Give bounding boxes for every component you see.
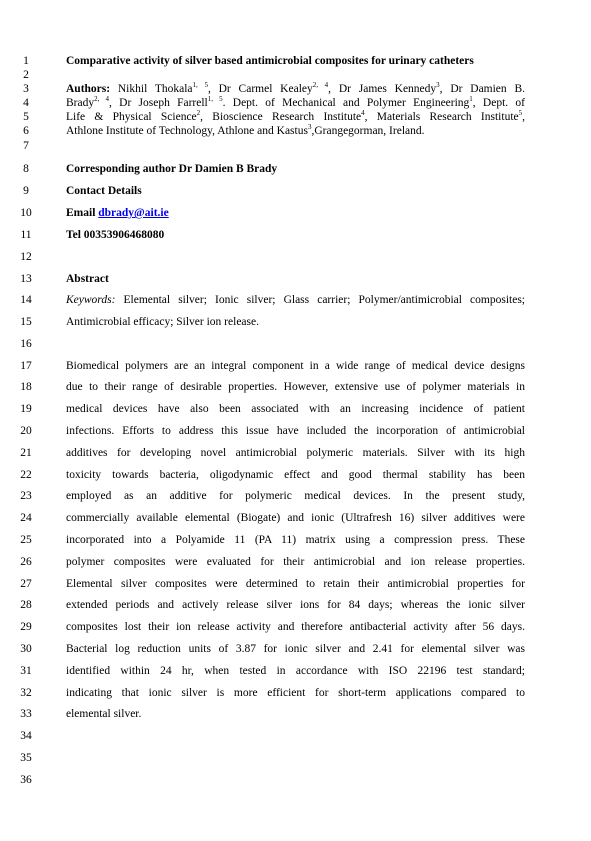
line-number: 21 <box>20 447 32 459</box>
abstract-line: Biomedical polymers are an integral component in a wide range of medical device designs <box>66 360 525 372</box>
line-number: 2 <box>23 69 29 81</box>
line-number: 25 <box>20 534 32 546</box>
email-link[interactable]: dbrady@ait.ie <box>98 207 169 219</box>
abstract-line: composites lost their ion release activity and therefore antibacterial activity after 56 days. <box>66 621 525 633</box>
line-number: 9 <box>23 185 29 197</box>
authors-line-3: Life & Physical Science$^2$, Bioscience Research Institute$^4$, Materials Research Institute$^5$, <box>66 109 525 123</box>
line-number: 36 <box>20 774 32 786</box>
line-number: 8 <box>23 163 29 175</box>
abstract-line: indicating that ionic silver is more efficient for short-term applications compared to <box>66 687 525 699</box>
contact-details-heading: Contact Details <box>66 185 142 197</box>
authors-line-4: Athlone Institute of Technology, Athlone and Kastus$^3$,Grangegorman, Ireland. <box>66 123 425 137</box>
line-number: 15 <box>20 316 32 328</box>
authors-line-1: Authors: Nikhil Thokala$^{1, 5}$, Dr Carmel Kealey$^{2, 4}$, Dr James Kennedy$^3$, Dr Damien B. <box>66 81 525 95</box>
abstract-line: medical devices have also been associated with an increasing incidence of patient <box>66 403 525 415</box>
line-number: 7 <box>23 140 29 152</box>
abstract-line: Bacterial log reduction units of 3.87 for ionic silver and 2.41 for elemental silver was <box>66 643 525 655</box>
keywords-line-1: Keywords: Elemental silver; Ionic silver; Glass carrier; Polymer/antimicrobial composites; <box>66 294 525 306</box>
line-number: 12 <box>20 251 32 263</box>
authors-label: Authors: <box>66 83 111 95</box>
line-number: 3 <box>23 83 29 95</box>
line-number: 32 <box>20 687 32 699</box>
line-number: 20 <box>20 425 32 437</box>
abstract-line: incorporated into a Polyamide 11 (PA 11) matrix using a compression press. These <box>66 534 525 546</box>
keywords-line-2: Antimicrobial efficacy; Silver ion release. <box>66 316 259 328</box>
corresponding-author: Corresponding author Dr Damien B Brady <box>66 163 278 175</box>
line-number: 26 <box>20 556 32 568</box>
line-number: 18 <box>20 381 32 393</box>
abstract-line: extended periods and actively release silver ions for 84 days; whereas the ionic silver <box>66 599 525 611</box>
line-number: 35 <box>20 752 32 764</box>
abstract-line: employed as an additive for polymeric medical devices. In the present study, <box>66 490 525 502</box>
abstract-line: additives for developing novel antimicrobial polymeric materials. Silver with its high <box>66 447 525 459</box>
line-number: 10 <box>20 207 32 219</box>
line-number: 22 <box>20 469 32 481</box>
abstract-line: Elemental silver composites were determined to retain their antimicrobial properties for <box>66 578 525 590</box>
abstract-line: identified within 24 hr, when tested in accordance with ISO 22196 test standard; <box>66 665 525 677</box>
paper-title: Comparative activity of silver based antimicrobial composites for urinary catheters <box>66 55 474 67</box>
line-number: 33 <box>20 708 32 720</box>
email-label: Email <box>66 207 99 219</box>
tel-line: Tel 00353906468080 <box>66 229 165 241</box>
authors-line-2: Brady$^{2, 4}$, Dr Joseph Farrell$^{1, 5}$. Dept. of Mechanical and Polymer Engineering$^1$, Dept. of <box>66 95 525 109</box>
abstract-line: polymer composites were evaluated for their antimicrobial and ion release properties. <box>66 556 525 568</box>
line-number: 14 <box>20 294 32 306</box>
keywords-label: Keywords: <box>66 294 116 306</box>
line-number: 27 <box>20 578 32 590</box>
abstract-line: infections. Efforts to address this issue have included the incorporation of antimicrobial <box>66 425 525 437</box>
line-number: 4 <box>23 97 29 109</box>
email-line <box>66 207 169 219</box>
line-number: 5 <box>23 111 29 123</box>
line-number: 17 <box>20 360 32 372</box>
abstract-heading: Abstract <box>66 273 109 285</box>
line-number: 1 <box>23 55 29 67</box>
line-number: 13 <box>20 273 32 285</box>
line-number: 11 <box>20 229 32 241</box>
line-number: 24 <box>20 512 32 524</box>
line-number: 6 <box>23 125 29 137</box>
line-number: 31 <box>20 665 32 677</box>
line-number: 30 <box>20 643 32 655</box>
abstract-line: commercially available elemental (Biogate) and ionic (Ultrafresh 16) silver additives were <box>66 512 525 524</box>
line-number: 29 <box>20 621 32 633</box>
line-number: 19 <box>20 403 32 415</box>
line-number: 34 <box>20 730 32 742</box>
abstract-line: due to their range of desirable properties. However, extensive use of polymer materials in <box>66 381 525 393</box>
line-number: 16 <box>20 338 32 350</box>
abstract-line: toxicity towards bacteria, oligodynamic effect and good thermal stability has been <box>66 469 525 481</box>
line-number: 23 <box>20 490 32 502</box>
abstract-line: elemental silver. <box>66 708 142 720</box>
line-number: 28 <box>20 599 32 611</box>
